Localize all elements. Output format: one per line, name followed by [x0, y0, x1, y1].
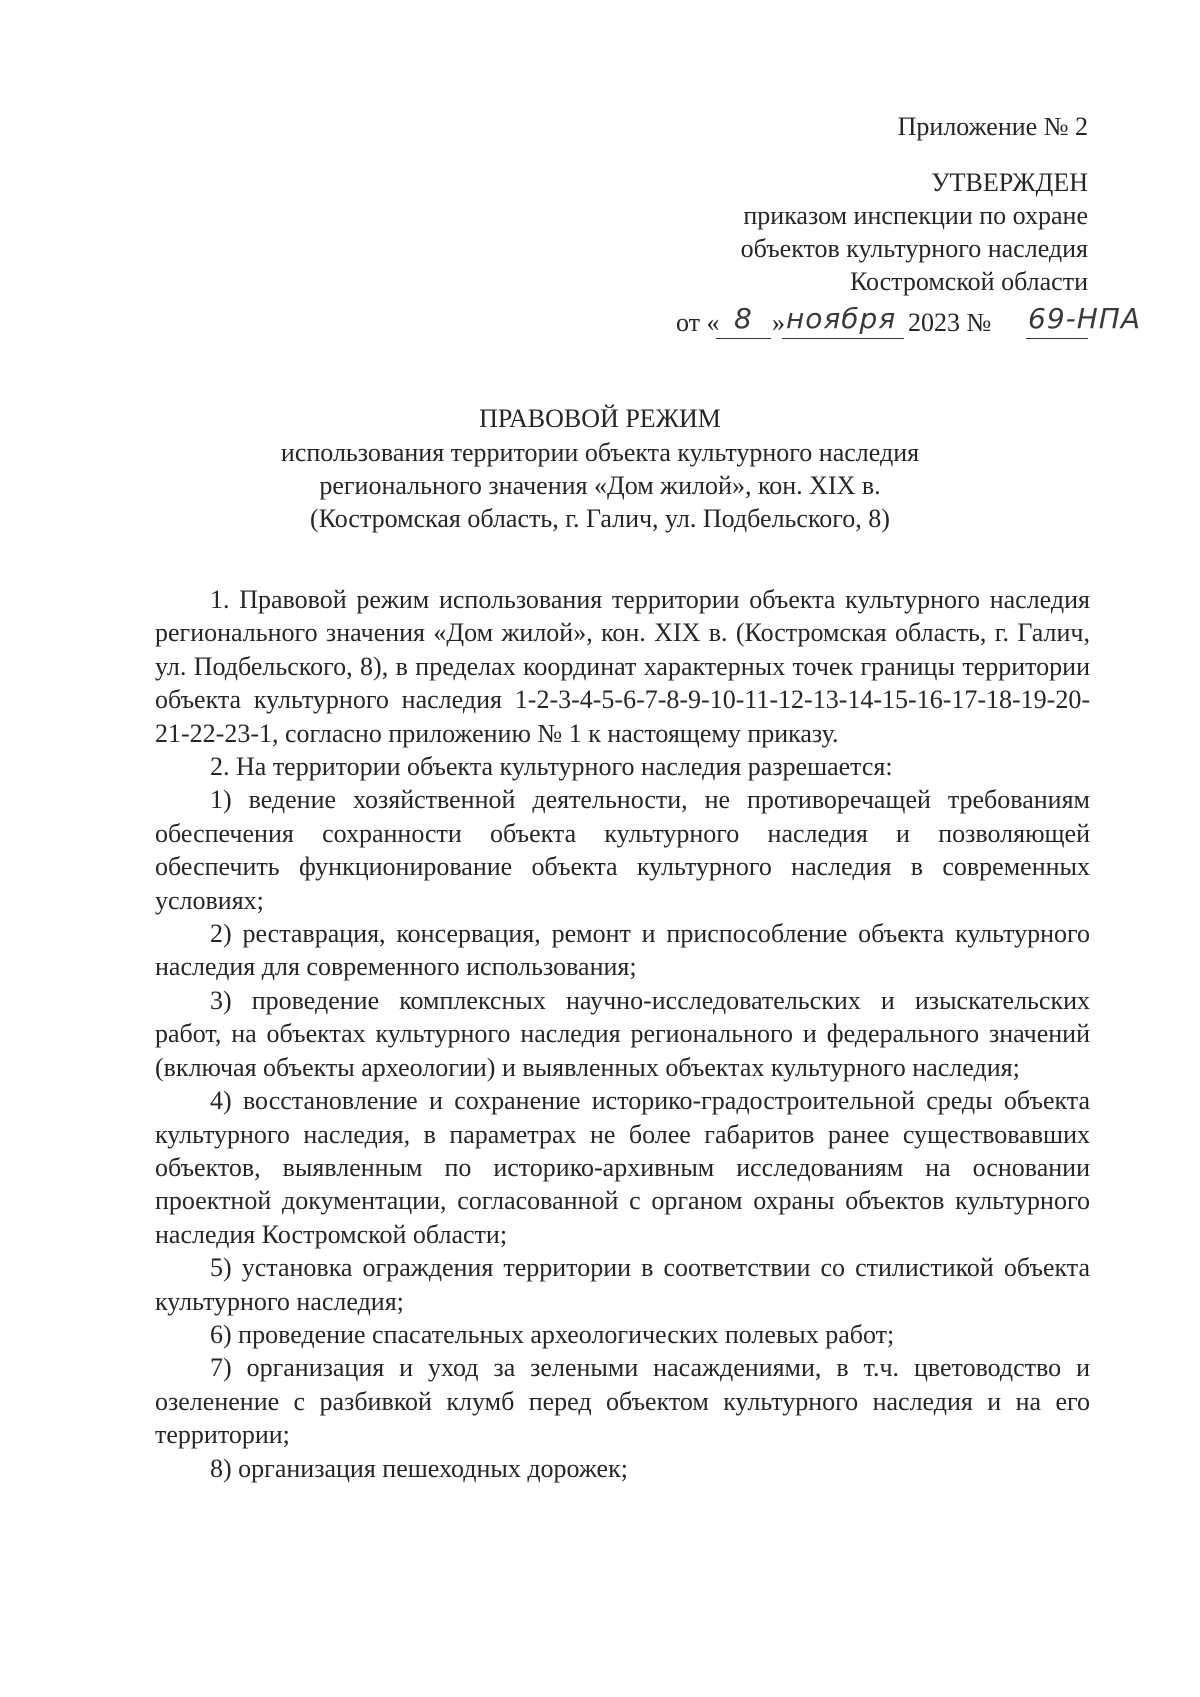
- approved-by-line: Костромской области: [849, 267, 1088, 296]
- approved-by-line: приказом инспекции по охране: [743, 201, 1088, 230]
- approved-by-line: объектов культурного наследия: [740, 234, 1088, 263]
- paragraph: 2. На территории объекта культурного наследия разрешается:: [210, 752, 893, 782]
- paragraph: 1. Правовой режим использования территории объекта культурного наследия регионального значения «Дом жилой», кон. XIX в. (Костромская область, г. Галич, ул. Подбельского, 8), в пределах координат характерных точек границы территории объекта культурного наследия 1-2-3-4-5-6-7-8-9-10-11-12-13-14-15-16-17-18-19-20-21-22-23-1, согласно приложению № 1 к настоящему приказу.: [155, 585, 1090, 748]
- document-subtitle-line: использования территории объекта культурного наследия: [280, 438, 920, 467]
- appendix-label: Приложение № 2: [897, 112, 1088, 141]
- list-item: 5) установка ограждения территории в соответствии со стилистикой объекта культурного наследия;: [155, 1253, 1090, 1316]
- list-item: 4) восстановление и сохранение историко-градостроительной среды объекта культурного наследия, в параметрах не более габаритов ранее существовавших объектов, выявленным по историко-архивным исследованиям на основании проектной документации, согласованной с органом охраны объектов культурного наследия Костромской области;: [155, 1086, 1090, 1249]
- list-item: 3) проведение комплексных научно-исследовательских и изыскательских работ, на объектах культурного наследия регионального и федерального значений (включая объекты археологии) и выявленных объектах культурного наследия;: [155, 985, 1090, 1082]
- day-underline: [716, 338, 771, 339]
- order-year: 2023 №: [908, 308, 992, 337]
- order-day-handwritten: 8: [734, 302, 753, 335]
- order-number-handwritten: 69-НПА: [1028, 302, 1141, 335]
- document-subtitle-line: (Костромская область, г. Галич, ул. Подбельского, 8): [310, 504, 890, 533]
- list-item: 6) проведение спасательных археологических полевых работ;: [210, 1319, 895, 1349]
- list-item: 1) ведение хозяйственной деятельности, не противоречащей требованиям обеспечения сохранности объекта культурного наследия и позволяющей обеспечить функционирование объекта культурного наследия в современных условиях;: [155, 785, 1090, 915]
- list-item: 8) организация пешеходных дорожек;: [210, 1453, 628, 1483]
- number-underline: [1026, 338, 1088, 339]
- month-underline: [782, 338, 904, 339]
- list-item: 7) организация и уход за зелеными насаждениями, в т.ч. цветоводство и озеленение с разбивкой клумб перед объектом культурного наследия и на его территории;: [155, 1353, 1090, 1450]
- order-prefix: от «: [676, 308, 720, 337]
- document-subtitle-line: регионального значения «Дом жилой», кон. XIX в.: [319, 471, 881, 500]
- list-item: 2) реставрация, консервация, ремонт и приспособление объекта культурного наследия для современного использования;: [155, 919, 1090, 982]
- approved-heading: УТВЕРЖДЕН: [931, 168, 1088, 197]
- order-month-handwritten: ноября: [786, 302, 897, 335]
- order-mid: »: [772, 308, 785, 337]
- document-title: ПРАВОВОЙ РЕЖИМ: [479, 404, 721, 433]
- document-body: [155, 583, 1090, 1485]
- approval-block: [741, 166, 1088, 298]
